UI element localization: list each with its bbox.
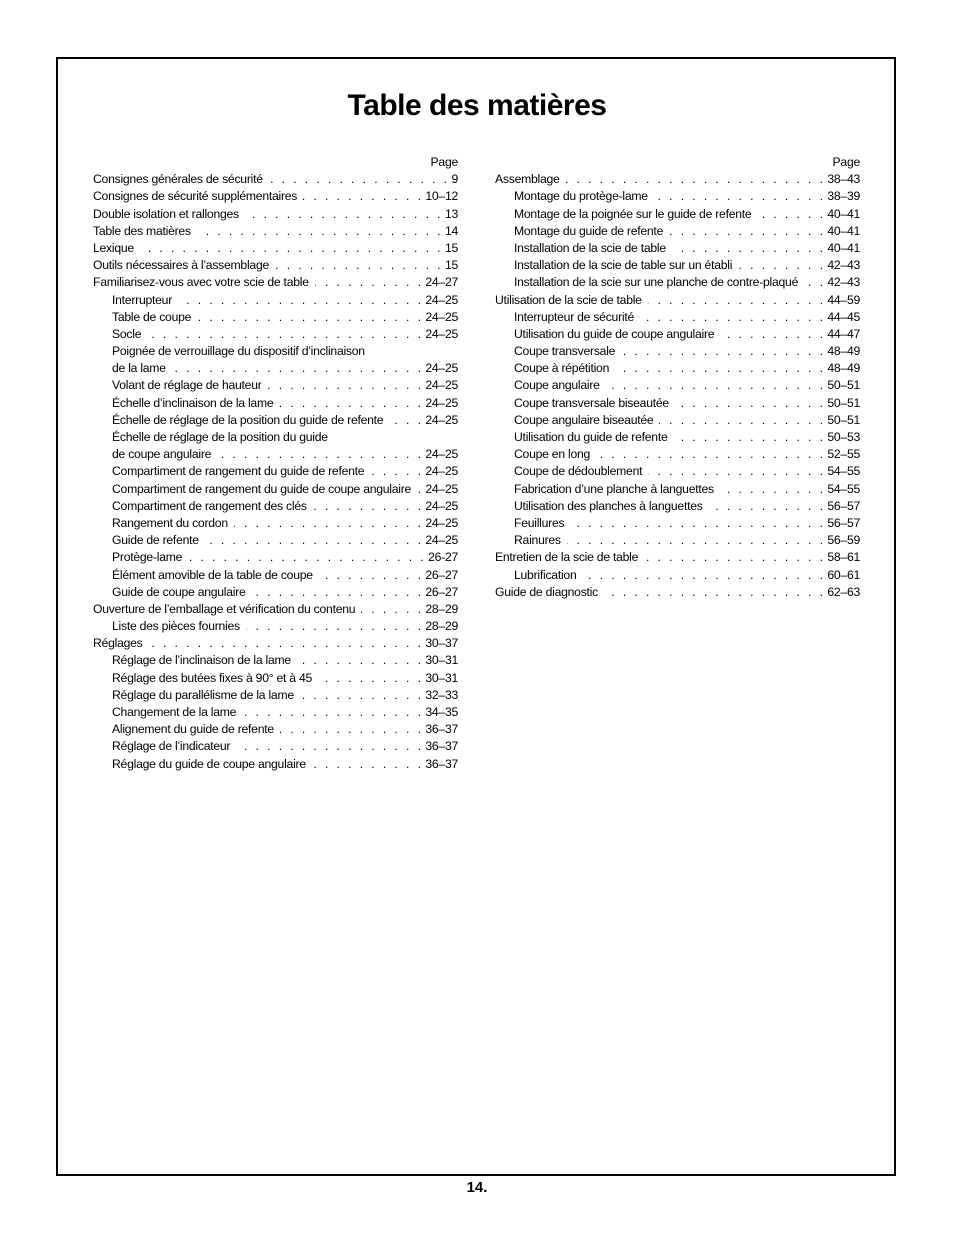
toc-entry-page: 54–55 — [827, 464, 860, 479]
toc-entry-label: Familiarisez-vous avec votre scie de table — [93, 275, 309, 290]
toc-entry-label: Guide de refente — [112, 533, 199, 548]
dot-leader — [300, 687, 423, 704]
toc-entry-page: 24–25 — [425, 412, 458, 427]
dot-leader — [178, 292, 423, 309]
toc-entry-label: Entretien de la scie de table — [495, 550, 639, 565]
dot-leader — [140, 240, 443, 257]
toc-entry-page: 40–41 — [827, 240, 860, 255]
dot-leader — [672, 240, 825, 257]
toc-entry-label: Changement de la lame — [112, 705, 237, 719]
toc-entry — [495, 395, 860, 412]
toc-entry-label: Coupe angulaire — [514, 378, 600, 393]
toc-entry — [495, 584, 860, 601]
toc-entry-page: 62–63 — [827, 584, 860, 599]
toc-entry-label: Compartiment de rangement des clés — [112, 498, 307, 513]
toc-entry — [495, 549, 860, 566]
dot-leader — [280, 721, 423, 738]
toc-entry — [495, 429, 860, 446]
toc-entry-page: 9 — [451, 172, 458, 187]
toc-entry — [495, 567, 860, 584]
page-number: 14. — [466, 1179, 488, 1196]
toc-entry — [93, 429, 458, 446]
dot-leader — [234, 515, 424, 532]
dot-leader — [275, 257, 443, 274]
toc-entry — [495, 360, 860, 377]
toc-entry-label: Rangement du cordon — [112, 515, 228, 530]
toc-entry — [93, 549, 458, 566]
toc-entry — [93, 463, 458, 480]
dot-leader — [757, 206, 825, 223]
toc-entry — [495, 223, 860, 240]
toc-entry — [93, 618, 458, 635]
toc-entry-page: 36–37 — [425, 722, 458, 737]
toc-entry-label: Feuillures — [514, 515, 565, 530]
dot-leader — [570, 515, 825, 532]
toc-entry-label: Coupe à répétition — [514, 361, 610, 376]
page-title: Table des matières — [347, 89, 607, 122]
toc-entry-page: 36–37 — [425, 739, 458, 754]
toc-entry-label: Rainures — [514, 533, 561, 548]
toc-entry-label: Échelle de réglage de la position du guide de refente — [112, 412, 384, 427]
toc-entry-page: 24–25 — [425, 447, 458, 462]
toc-entry-label: Installation de la scie sur une planche de contre-plaqué — [514, 275, 799, 290]
toc-entry-label: Outils nécessaires à l’assemblage — [93, 258, 270, 273]
toc-entry-page: 44–47 — [827, 326, 860, 341]
toc-entry — [93, 515, 458, 532]
toc-entry-label: Échelle d’inclinaison de la lame — [112, 395, 274, 410]
toc-entry-page: 24–25 — [425, 326, 458, 341]
toc-entry-page: 24–27 — [425, 275, 458, 290]
toc-entry-label: Utilisation de la scie de table — [495, 292, 642, 307]
dot-leader — [205, 532, 424, 549]
toc-entry — [495, 171, 860, 188]
toc-entry-label: Réglage du guide de coupe angulaire — [112, 756, 306, 771]
toc-entry-page: 36–37 — [425, 756, 458, 771]
dot-leader — [675, 395, 825, 412]
toc-entry-page: 24–25 — [425, 498, 458, 513]
dot-leader — [242, 704, 423, 721]
dot-leader — [720, 481, 825, 498]
toc-entry — [93, 481, 458, 498]
toc-entry-page: 60–61 — [827, 567, 860, 582]
toc-entry — [93, 326, 458, 343]
dot-leader — [319, 567, 424, 584]
dot-leader — [674, 429, 826, 446]
toc-entry-label: Réglages — [93, 636, 143, 651]
toc-entry-page: 56–59 — [827, 533, 860, 548]
toc-entry-label: Coupe en long — [514, 447, 591, 462]
dot-leader — [370, 463, 423, 480]
toc-entry-page: 28–29 — [425, 619, 458, 634]
dot-leader — [417, 481, 423, 498]
toc-entry — [495, 292, 860, 309]
toc-entry — [495, 274, 860, 291]
toc-entry-label: Coupe transversale — [514, 344, 616, 359]
toc-entry-page: 24–25 — [425, 361, 458, 376]
toc-entry — [93, 567, 458, 584]
dot-leader — [596, 446, 825, 463]
toc-entry-label: Lubrification — [514, 567, 577, 582]
toc-entry-label: Réglage du parallélisme de la lame — [112, 687, 294, 702]
dot-leader — [606, 377, 826, 394]
toc-entry-page: 34–35 — [425, 705, 458, 719]
dot-leader — [246, 618, 423, 635]
dot-leader — [315, 274, 424, 291]
dot-leader — [197, 309, 423, 326]
toc-entry — [93, 446, 458, 463]
toc-entry — [93, 635, 458, 652]
toc-entry — [93, 360, 458, 377]
toc-entry — [93, 687, 458, 704]
dot-leader — [268, 377, 424, 394]
toc-entry-label: Installation de la scie de table sur un établi — [514, 258, 733, 273]
toc-entry — [93, 343, 458, 360]
toc-entry-label: Montage de la poignée sur le guide de refente — [514, 206, 752, 221]
dot-leader — [738, 257, 825, 274]
toc-entry — [495, 481, 860, 498]
toc-entry-page: 24–25 — [425, 464, 458, 479]
dot-leader — [566, 171, 826, 188]
toc-entry-label: Interrupteur de sécurité — [514, 309, 635, 324]
toc-entry-label: Utilisation du guide de refente — [514, 430, 668, 444]
toc-entry-label: Protège-lame — [112, 550, 183, 565]
toc-entry — [495, 343, 860, 360]
toc-entry-page: 26–27 — [425, 584, 458, 599]
toc-entry-label: Échelle de réglage de la position du guide — [112, 430, 328, 444]
toc-entry — [495, 257, 860, 274]
toc-entry-label: Consignes générales de sécurité — [93, 172, 263, 187]
toc-entry-page: 24–25 — [425, 515, 458, 530]
toc-entry-page: 30–31 — [425, 653, 458, 668]
page-column-header: Page — [430, 155, 458, 169]
dot-leader — [188, 549, 426, 566]
dot-leader — [303, 188, 423, 205]
dot-leader — [252, 584, 424, 601]
dot-leader — [582, 567, 825, 584]
toc-entry — [93, 240, 458, 257]
toc-entry-page: 50–53 — [827, 430, 860, 444]
toc-entry — [495, 377, 860, 394]
toc-entry-label: Élément amovible de la table de coupe — [112, 567, 313, 582]
dot-leader — [659, 412, 825, 429]
toc-entry-label: Compartiment de rangement du guide de refente — [112, 464, 365, 479]
toc-entry — [93, 584, 458, 601]
toc-entry-page: 44–59 — [827, 292, 860, 307]
toc-entry-label: Montage du guide de refente — [514, 223, 664, 238]
toc-entry-label: Guide de coupe angulaire — [112, 584, 246, 599]
toc-entry — [495, 532, 860, 549]
toc-entry-label: Réglage de l’indicateur — [112, 739, 231, 754]
dot-leader — [147, 326, 423, 343]
dot-leader — [640, 309, 825, 326]
toc-entry — [93, 188, 458, 205]
dot-leader — [644, 549, 825, 566]
toc-entry-label: Utilisation du guide de coupe angulaire — [514, 326, 715, 341]
toc-entry-page: 56–57 — [827, 498, 860, 513]
toc-entry-page: 13 — [444, 206, 458, 221]
toc-entry-page: 24–25 — [425, 395, 458, 410]
toc-entry — [495, 188, 860, 205]
toc-entry-label: de coupe angulaire — [112, 447, 212, 462]
dot-leader — [297, 652, 423, 669]
toc-entry-label: Table des matières — [93, 223, 191, 238]
toc-entry — [93, 257, 458, 274]
toc-entry-page: 30–37 — [425, 636, 458, 651]
toc-entry-page: 24–25 — [425, 309, 458, 324]
toc-entry-page: 14 — [444, 223, 458, 238]
toc-entry — [495, 206, 860, 223]
toc-entry — [93, 532, 458, 549]
toc-entry-page: 10–12 — [425, 189, 458, 204]
toc-entry-page: 48–49 — [827, 344, 860, 359]
toc-entry-label: Coupe transversale biseautée — [514, 395, 669, 410]
toc-entry-page: 26–27 — [425, 567, 458, 582]
toc-entry-label: Réglage des butées fixes à 90° et à 45 — [112, 670, 312, 685]
dot-leader — [197, 223, 443, 240]
dot-leader — [709, 498, 826, 515]
toc-entry-label: Utilisation des planches à languettes — [514, 498, 703, 513]
toc-entry — [93, 223, 458, 240]
toc-entry — [93, 670, 458, 687]
toc-entry-page: 58–61 — [827, 550, 860, 565]
toc-entry-label: Ouverture de l’emballage et vérification du contenu — [93, 601, 356, 616]
toc-entry-page: 52–55 — [827, 447, 860, 462]
toc-entry-page: 48–49 — [827, 361, 860, 376]
toc-entry — [93, 601, 458, 618]
toc-entry-label: Liste des pièces fournies — [112, 619, 240, 634]
toc-entry-page: 24–25 — [425, 481, 458, 496]
dot-leader — [217, 446, 423, 463]
toc-entry — [93, 652, 458, 669]
dot-leader — [318, 670, 423, 687]
toc-entry-page: 44–45 — [827, 309, 860, 324]
dot-leader — [621, 343, 825, 360]
toc-entry-page: 24–25 — [425, 533, 458, 548]
toc-entry-page: 50–51 — [827, 412, 860, 427]
toc-entry-page: 54–55 — [827, 481, 860, 496]
toc-entry — [495, 515, 860, 532]
dot-leader — [648, 463, 825, 480]
toc-entry — [495, 446, 860, 463]
toc-entry — [495, 309, 860, 326]
toc-entry-page: 42–43 — [827, 275, 860, 290]
toc-entry-label: Coupe de dédoublement — [514, 464, 643, 479]
toc-entry-page: 28–29 — [425, 601, 458, 616]
toc-left-column — [93, 154, 458, 773]
toc-entry-page: 42–43 — [827, 258, 860, 273]
dot-leader — [269, 171, 450, 188]
toc-entry-page: 32–33 — [425, 687, 458, 702]
toc-entry — [93, 498, 458, 515]
toc-entry-label: Alignement du guide de refente — [112, 722, 274, 737]
dot-leader — [313, 498, 424, 515]
toc-entry-label: Poignée de verrouillage du dispositif d’inclinaison — [112, 344, 365, 359]
toc-entry — [93, 704, 458, 721]
toc-entry — [93, 309, 458, 326]
toc-entry — [495, 412, 860, 429]
page-column-header: Page — [832, 155, 860, 169]
toc-entry-label: Guide de diagnostic — [495, 584, 598, 599]
toc-list-left — [93, 171, 458, 773]
toc-entry-label: de la lame — [112, 361, 166, 376]
dot-leader — [604, 584, 825, 601]
toc-entry — [93, 206, 458, 223]
toc-entry-page: 24–25 — [425, 292, 458, 307]
toc-entry-label: Fabrication d’une planche à languettes — [514, 481, 714, 496]
toc-entry-page: 40–41 — [827, 223, 860, 238]
toc-entry — [93, 274, 458, 291]
dot-leader — [567, 532, 826, 549]
toc-entry-label: Assemblage — [495, 172, 560, 187]
toc-entry-label: Consignes de sécurité supplémentaires — [93, 189, 298, 204]
toc-entry-label: Double isolation et rallonges — [93, 206, 239, 221]
toc-entry-label: Interrupteur — [112, 292, 173, 307]
toc-entry — [495, 463, 860, 480]
toc-entry-page: 15 — [444, 258, 458, 273]
toc-entry — [495, 240, 860, 257]
dot-leader — [720, 326, 825, 343]
toc-right-column — [495, 154, 860, 601]
toc-entry-label: Réglage de l’inclinaison de la lame — [112, 653, 291, 668]
dot-leader — [669, 223, 825, 240]
dot-leader — [804, 274, 825, 291]
toc-entry — [93, 171, 458, 188]
toc-entry — [93, 412, 458, 429]
toc-entry-label: Montage du protège-lame — [514, 189, 648, 204]
toc-entry-page: 15 — [444, 240, 458, 255]
toc-entry-page: 56–57 — [827, 515, 860, 530]
toc-entry-page: 30–31 — [425, 670, 458, 685]
dot-leader — [615, 360, 825, 377]
toc-entry-page: 24–25 — [425, 378, 458, 393]
toc-entry — [93, 377, 458, 394]
toc-entry-label: Volant de réglage de hauteur — [112, 378, 262, 393]
toc-entry-page: 38–43 — [827, 172, 860, 187]
dot-leader — [172, 360, 424, 377]
toc-entry-page: 26-27 — [428, 550, 458, 565]
toc-entry-label: Lexique — [93, 240, 134, 255]
toc-entry-page: 50–51 — [827, 395, 860, 410]
dot-leader — [312, 756, 423, 773]
toc-entry — [93, 738, 458, 755]
dot-leader — [245, 206, 443, 223]
toc-entry — [495, 326, 860, 343]
dot-leader — [279, 395, 423, 412]
dot-leader — [361, 601, 423, 618]
dot-leader — [149, 635, 424, 652]
toc-entry-label: Installation de la scie de table — [514, 240, 666, 255]
dot-leader — [236, 738, 423, 755]
toc-entry-label: Coupe angulaire biseautée — [514, 412, 654, 427]
dot-leader — [648, 292, 826, 309]
toc-entry-label: Table de coupe — [112, 309, 192, 324]
dot-leader — [389, 412, 423, 429]
toc-entry — [93, 721, 458, 738]
toc-list-right — [495, 171, 860, 601]
toc-entry-label: Socle — [112, 326, 142, 341]
dot-leader — [654, 188, 826, 205]
toc-entry — [93, 292, 458, 309]
toc-entry — [93, 395, 458, 412]
toc-entry — [93, 756, 458, 773]
toc-entry-page: 38–39 — [827, 189, 860, 204]
toc-entry-page: 50–51 — [827, 378, 860, 393]
toc-entry-label: Compartiment de rangement du guide de coupe angulaire — [112, 481, 412, 496]
toc-entry — [495, 498, 860, 515]
toc-entry-page: 40–41 — [827, 206, 860, 221]
